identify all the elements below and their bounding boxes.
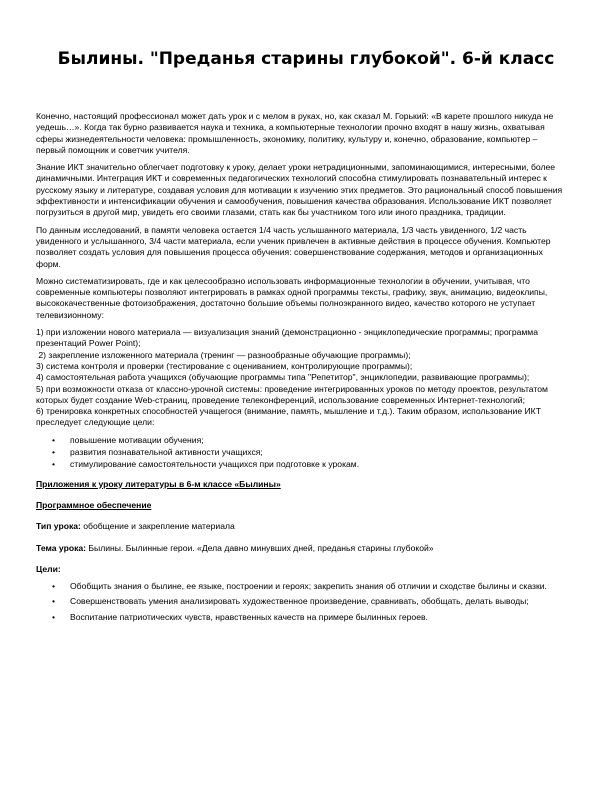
- software-title: Программное обеспечение: [36, 499, 152, 510]
- bullet-icon: •: [52, 596, 56, 607]
- numbered-item: 5) при возможности отказа от классно-урочной системы: проведение интегрированных уроков по методу проектов, результатом которых будет создание Web-страниц, проведение телеконференций, использование современных Интернет-технологий;: [36, 383, 548, 405]
- numbered-item: 3) система контроля и проверки (тестирование с оцениванием, контролирующие программы);: [36, 360, 413, 371]
- paragraph: Можно систематизировать, где и как целесообразно использовать информационные технологии в обучении, учитывая, что современные компьютеры позволяют интегрировать в рамках одной программы тексты, графику, звук, анимацию, видеоклипы, высококачественные фотоизображения, достаточно большие объемы полноэкранного видео, качество которого не уступает телевизионному:: [36, 275, 548, 320]
- bullet-icon: •: [52, 459, 56, 470]
- list-item-text: Обобщить знания о былине, ее языке, построении и героях; закрепить знания об отличии и сходстве былины и сказки.: [70, 581, 547, 592]
- lesson-goals-list: [36, 581, 566, 623]
- list-item-text: развития познавательной активности учащихся;: [70, 447, 263, 458]
- page-title: Былины. "Преданья старины глубокой". 6-й класс: [57, 49, 555, 69]
- lesson-topic: [36, 543, 566, 554]
- paragraph: Знание ИКТ значительно облегчает подготовку к уроку, делает уроки нетрадиционными, запоминающимися, интересными, более динамичными. Интеграция ИКТ и современных педагогических технологий способна стимулировать познавательный интерес к русскому языку и литературе, создавая условия для мотивации к изучению этих предметов. Это рациональный способ повышения эффективности и интенсификации обучения и самообучения, повышения качества образования. Использование ИКТ позволяет погрузиться в другой мир, увидеть его своими глазами, стать как бы участником того или иного праздника, традиции.: [36, 162, 563, 218]
- list-item: [36, 612, 566, 623]
- list-item-text: Воспитание патриотических чувств, нравственных качеств на примере былинных героев.: [70, 611, 428, 622]
- list-item: [36, 459, 566, 470]
- goals-label: Цели:: [36, 563, 61, 574]
- lesson-type-value: обобщение и закрепление материала: [80, 521, 235, 532]
- numbered-item: 2) закрепление изложенного материала (тренинг — разнообразные обучающие программы);: [36, 349, 411, 360]
- list-item-text: повышение мотивации обучения;: [70, 434, 204, 445]
- document-body: [36, 111, 566, 627]
- paragraph: По данным исследований, в памяти человека остается 1/4 часть услышанного материала, 1/3 часть увиденного, 1/2 часть увиденного и услышанного, 3/4 части материала, если ученик привлечен в активные действия в процессе обучения. Компьютер позволяет создать условия для повышения процесса обучения: совершенствование содержания, методов и организационных форм.: [36, 224, 551, 269]
- list-item-text: стимулирование самостоятельности учащихся при подготовке к урокам.: [70, 459, 360, 470]
- list-item: [36, 596, 566, 607]
- lesson-type-label: Тип урока:: [36, 521, 81, 532]
- bullet-icon: •: [52, 581, 56, 592]
- lesson-topic-value: Былины. Былинные герои. «Дела давно минувших дней, преданья старины глубокой»: [86, 542, 434, 553]
- bullet-icon: •: [52, 447, 56, 458]
- numbered-item: 4) самостоятельная работа учащихся (обучающие программы типа "Репетитор", энциклопедии, развивающие программы);: [36, 372, 530, 383]
- bullet-icon: •: [52, 611, 56, 622]
- list-item: [36, 581, 566, 592]
- list-item: [36, 447, 566, 458]
- bullet-icon: •: [52, 434, 56, 445]
- numbered-list: [36, 327, 566, 429]
- numbered-item: 6) тренировка конкретных способностей учащегося (внимание, память, мышление и т.д.). Таким образом, использование ИКТ преследует следующие цели:: [36, 406, 541, 428]
- goals-bullet-list: [36, 435, 566, 471]
- paragraph: Конечно, настоящий профессионал может дать урок и с мелом в руках, но, как сказал М. Горький: «В карете прошлого никуда не уедешь…». Когда так бурно развивается наука и техника, а компьютерные технологии прочно входят в нашу жизнь, охватывая сферы жизнедеятельности человека: промышленность, экономику, политику, культуру и, конечно, образование, компьютер – первый помощник и советчик учителя.: [36, 111, 554, 155]
- lesson-type: [36, 521, 566, 532]
- numbered-item: 1) при изложении нового материала — визуализация знаний (демонстрационно - энциклопедические программы; программа презентаций Power Point);: [36, 327, 538, 349]
- list-item-text: Совершенствовать умения анализировать художественное произведение, сравнивать, обобщать, делать выводы;: [70, 596, 529, 607]
- appendix-title: Приложения к уроку литературы в 6-м классе «Былины»: [36, 478, 281, 489]
- list-item: [36, 435, 566, 446]
- lesson-topic-label: Тема урока:: [36, 542, 87, 553]
